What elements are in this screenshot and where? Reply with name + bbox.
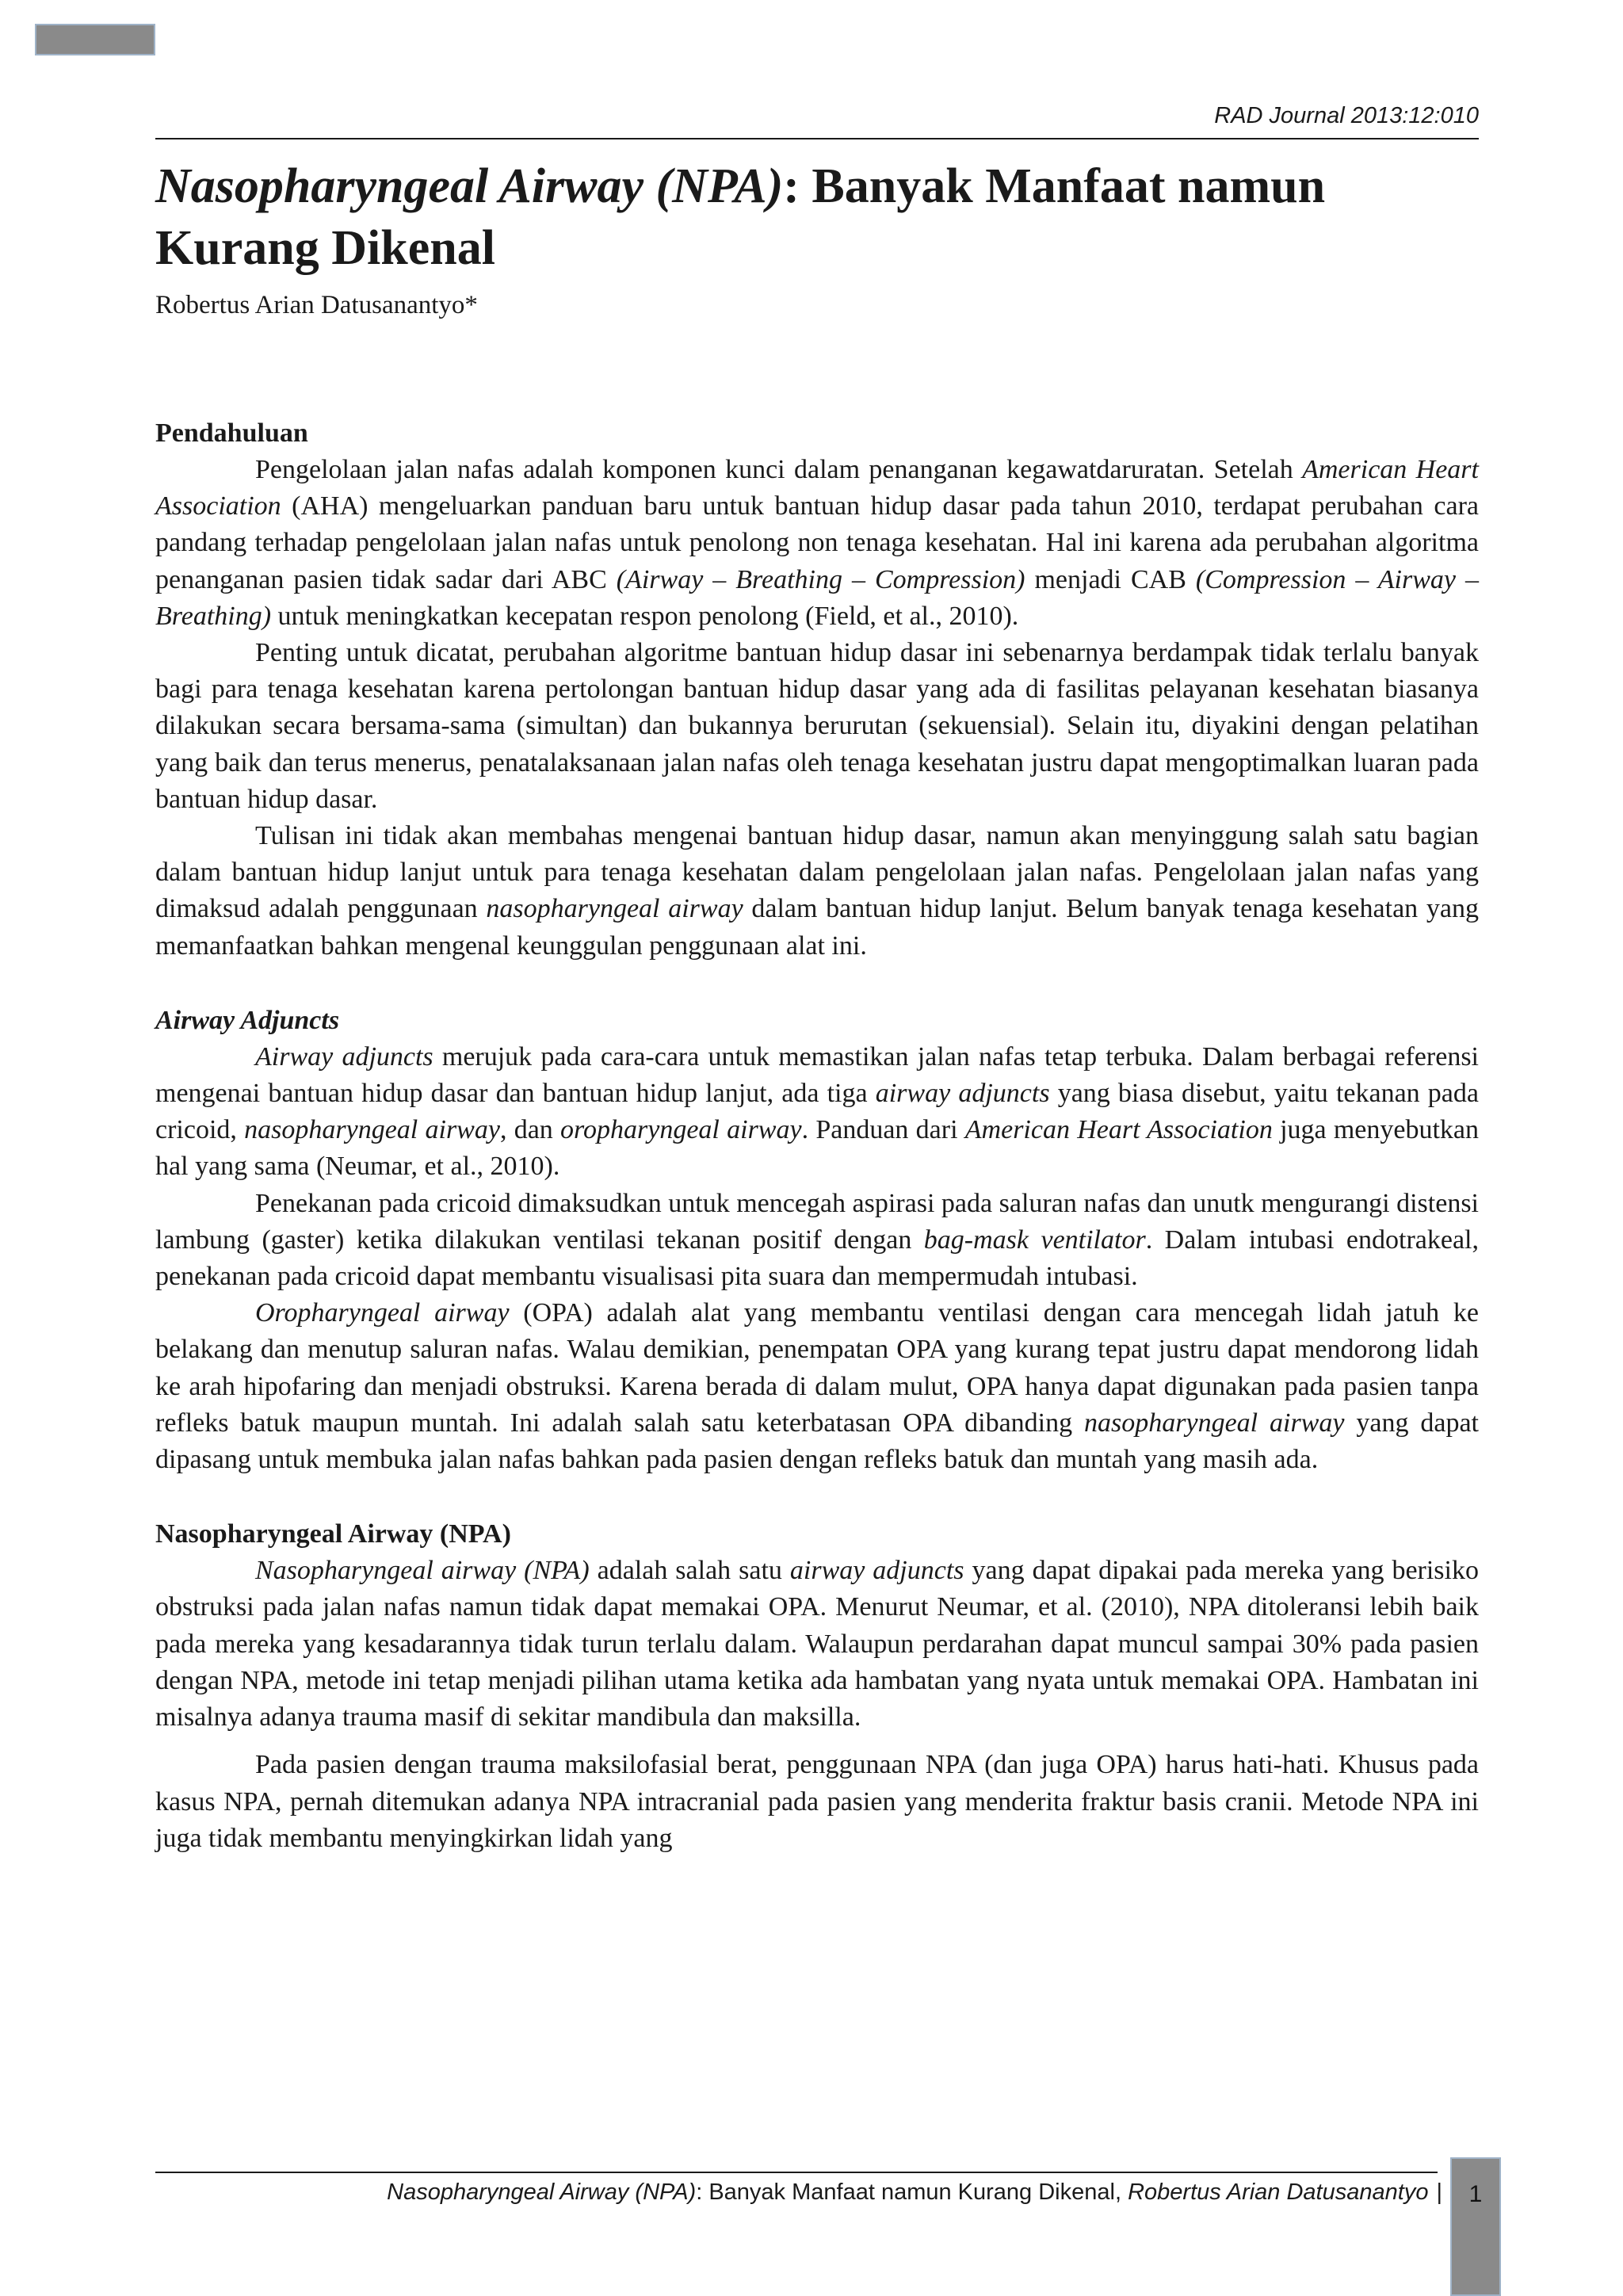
section-heading-npa: Nasopharyngeal Airway (NPA) bbox=[155, 1519, 511, 1549]
header-rule bbox=[155, 138, 1479, 139]
paragraph-adjuncts-2: Penekanan pada cricoid dimaksudkan untuk mencegah aspirasi pada saluran nafas dan unutk mengurangi distensi lambung (gaster) ketika dilakukan ventilasi tekanan positif dengan bag-mask ventilator. Dalam intubasi endotrakeal, penekanan pada cricoid dapat membantu visualisasi pita suara dan mempermudah intubasi. bbox=[155, 1188, 1479, 1292]
article-title-rest: : Banyak Manfaat namun Kurang Dikenal bbox=[155, 159, 1326, 275]
footer-rule bbox=[155, 2172, 1438, 2173]
paragraph-adjuncts-3: Oropharyngeal airway (OPA) adalah alat yang membantu ventilasi dengan cara mencegah lidah jatuh ke belakang dan menutup saluran nafas. Walau demikian, penempatan OPA yang kurang tepat justru dapat mendorong lidah ke arah hipofaring dan menjadi obstruksi. Karena berada di dalam mulut, OPA hanya dapat digunakan pada pasien tanpa refleks batuk maupun muntah. Ini adalah salah satu keterbatasan OPA dibanding nasopharyngeal airway yang dapat dipasang untuk membuka jalan nafas bahkan pada pasien dengan refleks batuk dan muntah yang masih ada. bbox=[155, 1298, 1479, 1475]
article-title bbox=[155, 155, 1479, 279]
footer-separator: | bbox=[1436, 2179, 1442, 2205]
footer-title-rest: : Banyak Manfaat namun Kurang Dikenal, bbox=[696, 2179, 1128, 2205]
paragraph-intro-2: Penting untuk dicatat, perubahan algoritme bantuan hidup dasar ini sebenarnya berdampak tidak terlalu banyak bagi para tenaga kesehatan karena pertolongan bantuan hidup dasar yang ada di fasilitas pelayanan kesehatan biasanya dilakukan secara bersama-sama (simultan) dan bukannya berurutan (sekuensial). Selain itu, diyakini dengan pelatihan yang baik dan terus menerus, penatalaksanaan jalan nafas oleh tenaga kesehatan justru dapat mengoptimalkan luaran pada bantuan hidup dasar. bbox=[155, 638, 1479, 814]
paragraph-adjuncts-1: Airway adjuncts merujuk pada cara-cara untuk memastikan jalan nafas tetap terbuka. Dalam berbagai referensi mengenai bantuan hidup dasar dan bantuan hidup lanjut, ada tiga airway adjuncts yang biasa disebut, yaitu tekanan pada cricoid, nasopharyngeal airway, dan oropharyngeal airway. Panduan dari American Heart Association juga menyebutkan hal yang sama (Neumar, et al., 2010). bbox=[155, 1041, 1480, 1182]
footer-author: Robertus Arian Datusanantyo bbox=[1128, 2179, 1429, 2205]
page-number: 1 bbox=[1468, 2181, 1483, 2207]
paragraph-npa-2: Pada pasien dengan trauma maksilofasial berat, penggunaan NPA (dan juga OPA) harus hati-hati. Khusus pada kasus NPA, pernah ditemukan adanya NPA intracranial pada pasien yang menderita fraktur basis cranii. Metode NPA ini juga tidak membantu menyingkirkan lidah yang bbox=[155, 1750, 1479, 1853]
page-number-tab bbox=[1450, 2157, 1501, 2296]
article-body bbox=[155, 155, 1479, 1857]
section-heading-airway-adjuncts: Airway Adjuncts bbox=[155, 1005, 340, 1035]
paragraph-intro-1: Pengelolaan jalan nafas adalah komponen kunci dalam penanganan kegawatdaruratan. Setelah American Heart Association (AHA) mengeluarkan panduan baru untuk bantuan hidup dasar pada tahun 2010, terdapat perubahan cara pandang terhadap pengelolaan jalan nafas untuk penolong non tenaga kesehatan. Hal ini karena ada perubahan algoritma penanganan pasien tidak sadar dari ABC (Airway – Breathing – Compression) menjadi CAB (Compression – Airway – Breathing) untuk meningkatkan kecepatan respon penolong (Field, et al., 2010). bbox=[155, 455, 1479, 631]
running-head: RAD Journal 2013:12:010 bbox=[1214, 103, 1479, 128]
corner-tab-marker bbox=[35, 24, 155, 55]
article-author: Robertus Arian Datusanantyo* bbox=[155, 291, 478, 319]
running-footer bbox=[387, 2179, 1442, 2206]
paragraph-npa-1: Nasopharyngeal airway (NPA) adalah salah satu airway adjuncts yang dapat dipakai pada mereka yang berisiko obstruksi pada jalan nafas namun tidak dapat memakai OPA. Menurut Neumar, et al. (2010), NPA ditoleransi lebih baik pada mereka yang kesadarannya tidak turun terlalu dalam. Walaupun perdarahan dapat muncul sampai 30% pada pasien dengan NPA, metode ini tetap menjadi pilihan utama ketika ada hambatan yang nyata untuk memakai OPA. Hambatan ini misalnya adanya trauma masif di sekitar mandibula dan maksilla. bbox=[155, 1556, 1479, 1733]
paragraph-intro-3: Tulisan ini tidak akan membahas mengenai bantuan hidup dasar, namun akan menyinggung salah satu bagian dalam bantuan hidup lanjut untuk para tenaga kesehatan dalam pengelolaan jalan nafas. Pengelolaan jalan nafas yang dimaksud adalah penggunaan nasopharyngeal airway dalam bantuan hidup lanjut. Belum banyak tenaga kesehatan yang memanfaatkan bahkan mengenal keunggulan penggunaan alat ini. bbox=[155, 821, 1479, 961]
section-heading-pendahuluan: Pendahuluan bbox=[155, 418, 308, 448]
footer-title-italic: Nasopharyngeal Airway (NPA) bbox=[387, 2179, 697, 2205]
article-title-italic: Nasopharyngeal Airway (NPA) bbox=[155, 159, 784, 213]
